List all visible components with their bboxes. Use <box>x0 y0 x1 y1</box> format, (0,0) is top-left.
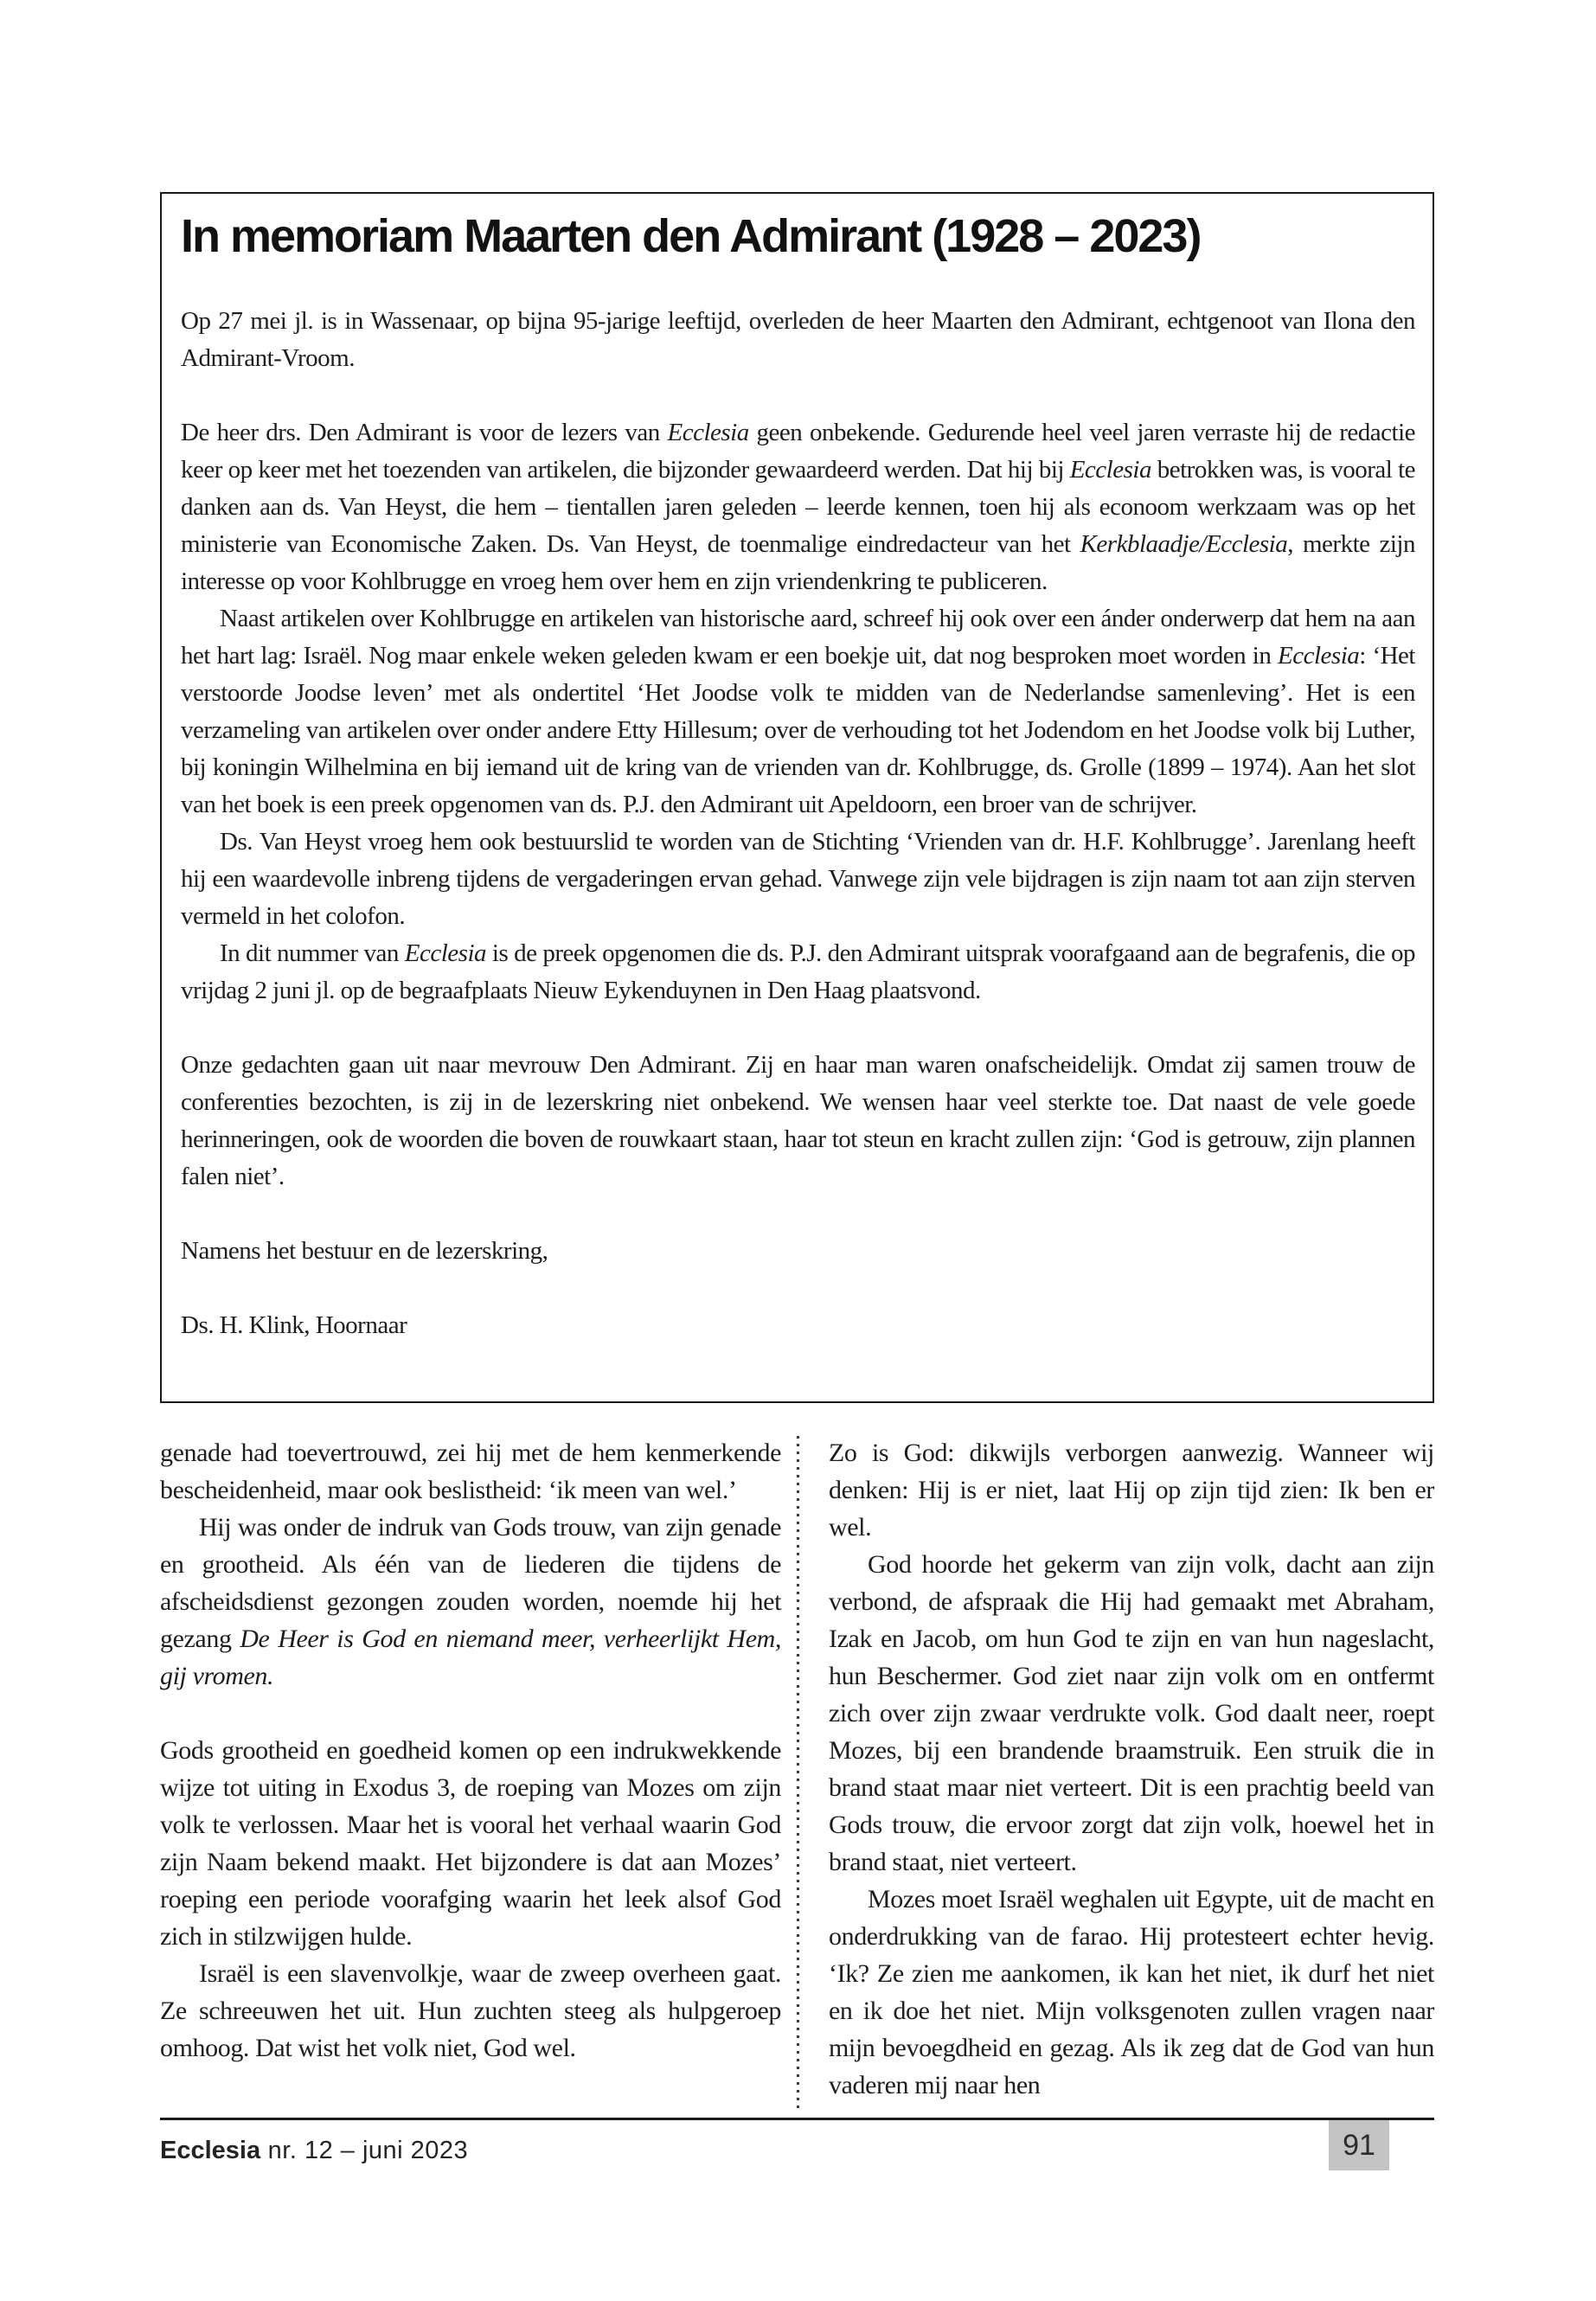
italic-text: Kerkblaadje/Ecclesia <box>1080 530 1288 558</box>
paragraph <box>181 1047 1415 1195</box>
italic-text: De Heer is God en niemand meer, verheerlijkt Hem, gij vromen. <box>160 1625 781 1690</box>
page-number-badge <box>1329 2120 1389 2170</box>
text-run: Hij was onder de indruk van Gods trouw, van zijn genade en grootheid. Als één van de liederen die tijdens de afscheidsdienst gezongen zouden worden, noemde hij het gezang <box>160 1513 781 1653</box>
memoriam-paragraphs <box>181 303 1415 1344</box>
text-run: Ds. H. Klink, Hoornaar <box>181 1311 407 1339</box>
italic-text: Ecclesia <box>404 939 487 967</box>
text-run: Onze gedachten gaan uit naar mevrouw Den Admirant. Zij en haar man waren onafscheidelijk. Omdat zij samen trouw de conferenties bezochten, is zij in de lezerskring niet onbekend. We wensen haar veel sterkte toe. Dat naast de vele goede herinneringen, ook de woorden die boven de rouwkaart staan, haar tot steun en kracht zullen zijn: ‘God is getrouw, zijn plannen falen niet’. <box>181 1051 1415 1190</box>
italic-text: Ecclesia <box>667 419 749 446</box>
column-divider <box>797 1436 799 2112</box>
text-run: geen onbekende. Gedurende heel veel jaren verraste hij de redactie keer op keer met het toezenden van artikelen, die bijzonder gewaardeerd werden. Dat hij bij <box>181 419 1415 484</box>
text-run: betrokken was, is vooral te danken aan ds. Van Heyst, die hem – tientallen jaren geleden – leerde kennen, toen hij als econoom werkzaam was op het ministerie van Economische Zaken. Ds. Van Heyst, de toenmalige eindredacteur van het <box>181 456 1415 558</box>
issue-info: nr. 12 – juni 2023 <box>260 2137 469 2164</box>
text-run: : ‘Het verstoorde Joodse leven’ met als ondertitel ‘Het Joodse volk te midden van de Nederlandse samenleving’. Het is een verzameling van artikelen over onder andere Etty Hillesum; over de verhouding tot het Jodendom en het Joodse volk bij Luther, bij koningin Wilhelmina en bij iemand uit de kring van de vrienden van dr. Kohlbrugge, ds. Grolle (1899 – 1974). Aan het slot van het boek is een preek opgenomen van ds. P.J. den Admirant uit Apeldoorn, een broer van de schrijver. <box>181 642 1415 818</box>
paragraph <box>829 1434 1434 1546</box>
paragraph <box>181 1307 1415 1344</box>
paragraph <box>160 1732 781 1955</box>
paragraph <box>181 824 1415 935</box>
page-number: 91 <box>1343 2128 1375 2162</box>
text-run: Naast artikelen over Kohlbrugge en artikelen van historische aard, schreef hij ook over een ánder onderwerp dat hem na aan het hart lag: Israël. Nog maar enkele weken geleden kwam er een boekje uit, dat nog besproken moet worden in <box>181 605 1415 670</box>
paragraph <box>829 1546 1434 1881</box>
text-run: De heer drs. Den Admirant is voor de lezers van <box>181 419 668 446</box>
right-column <box>829 1434 1434 2104</box>
text-run: Zo is God: dikwijls verborgen aanwezig. Wanneer wij denken: Hij is er niet, laat Hij op zijn tijd zien: Ik ben er wel. <box>829 1439 1434 1541</box>
paragraph <box>829 1881 1434 2104</box>
memoriam-box <box>160 192 1434 1403</box>
text-run: Gods grootheid en goedheid komen op een indrukwekkende wijze tot uiting in Exodus 3, de roeping van Mozes om zijn volk te verlossen. Maar het is vooral het verhaal waarin God zijn Naam bekend maakt. Het bijzondere is dat aan Mozes’ roeping een periode voorafging waarin het leek alsof God zich in stilzwijgen hulde. <box>160 1736 781 1951</box>
text-run: God hoorde het gekerm van zijn volk, dacht aan zijn verbond, de afspraak die Hij had gemaakt met Abraham, Izak en Jacob, om hun God te zijn en van hun nageslacht, hun Beschermer. God ziet naar zijn volk om en ontfermt zich over zijn zwaar verdrukte volk. God daalt neer, roept Mozes, bij een brandende braamstruik. Een struik die in brand staat maar niet verteert. Dit is een prachtig beeld van Gods trouw, die ervoor zorgt dat zijn volk, hoewel het in brand staat, niet verteert. <box>829 1550 1434 1876</box>
text-run: Ds. Van Heyst vroeg hem ook bestuurslid te worden van de Stichting ‘Vrienden van dr. H.F. Kohlbrugge’. Jarenlang heeft hij een waardevolle inbreng tijdens de vergaderingen ervan gehad. Vanwege zijn vele bijdragen is zijn naam tot aan zijn sterven vermeld in het colofon. <box>181 828 1415 930</box>
left-column <box>160 1434 781 2104</box>
paragraph <box>160 1509 781 1695</box>
text-run: , merkte zijn interesse op voor Kohlbrugge en vroeg hem over hem en zijn vriendenkring te publiceren. <box>181 530 1415 595</box>
text-run: is de preek opgenomen die ds. P.J. den Admirant uitsprak voorafgaand aan de begrafenis, die op vrijdag 2 juni jl. op de begraafplaats Nieuw Eykenduynen in Den Haag plaatsvond. <box>181 939 1415 1004</box>
text-run: Mozes moet Israël weghalen uit Egypte, uit de macht en onderdrukking van de farao. Hij protesteert echter hevig. ‘Ik? Ze zien me aankomen, ik kan het niet, ik durf het niet en ik doe het niet. Mijn volksgenoten zullen vragen naar mijn bevoegdheid en gezag. Als ik zeg dat de God van hun vaderen mij naar hen <box>829 1885 1434 2099</box>
italic-text: Ecclesia <box>1069 456 1151 484</box>
paragraph <box>160 1434 781 1509</box>
text-run: Op 27 mei jl. is in Wassenaar, op bijna 95-jarige leeftijd, overleden de heer Maarten den Admirant, echtgenoot van Ilona den Admirant-Vroom. <box>181 307 1415 372</box>
italic-text: Ecclesia <box>1278 642 1360 670</box>
memoriam-title: In memoriam Maarten den Admirant (1928 – 2023) <box>181 210 1201 262</box>
text-run: genade had toevertrouwd, zei hij met de hem kenmerkende bescheidenheid, maar ook beslistheid: ‘ik meen van wel.’ <box>160 1439 781 1504</box>
footer-rule <box>160 2118 1434 2120</box>
paragraph <box>181 1233 1415 1270</box>
paragraph <box>181 600 1415 824</box>
paragraph <box>181 935 1415 1009</box>
paragraph <box>181 303 1415 377</box>
text-run: In dit nummer van <box>220 939 405 967</box>
text-run: Namens het bestuur en de lezerskring, <box>181 1237 548 1265</box>
text-run: Israël is een slavenvolkje, waar de zweep overheen gaat. Ze schreeuwen het uit. Hun zuchten steeg als hulpgeroep omhoog. Dat wist het volk niet, God wel. <box>160 1959 781 2062</box>
footer-text <box>160 2137 468 2165</box>
journal-name: Ecclesia <box>160 2137 261 2164</box>
paragraph <box>160 1955 781 2067</box>
paragraph <box>181 414 1415 600</box>
